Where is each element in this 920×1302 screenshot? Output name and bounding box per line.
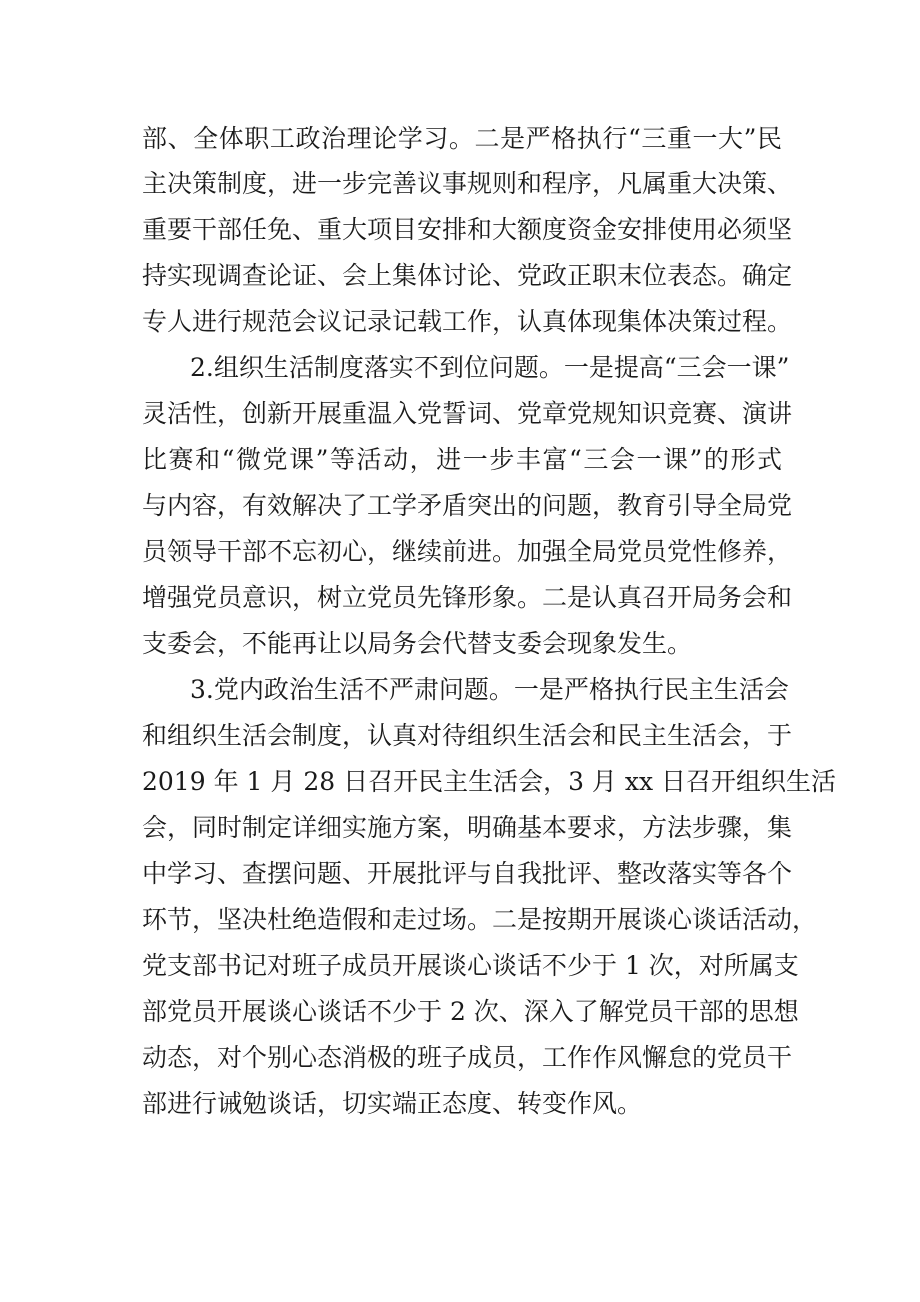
- paragraph-start-line: 2.组织生活制度落实不到位问题。一是提高“三会一课”: [190, 353, 790, 382]
- text-line: 2019 年 1 月 28 日召开民主生活会，3 月 xx 日召开组织生活: [142, 767, 837, 796]
- text-line: 部、全体职工政治理论学习。二是严格执行“三重一大”民: [142, 124, 782, 153]
- paragraph-end-line: 支委会，不能再让以局务会代替支委会现象发生。: [142, 629, 693, 658]
- paragraph-end-line: 部进行诫勉谈话，切实端正态度、转变作风。: [142, 1089, 643, 1118]
- paragraph-start-line: 3.党内政治生活不严肃问题。一是严格执行民主生活会: [190, 675, 789, 704]
- text-line: 灵活性，创新开展重温入党誓词、党章党规知识竞赛、演讲: [142, 399, 793, 428]
- text-line: 与内容，有效解决了工学矛盾突出的问题，教育引导全局党: [142, 491, 793, 520]
- text-line: 持实现调查论证、会上集体讨论、党政正职末位表态。确定: [142, 261, 793, 290]
- text-line: 动态，对个别心态消极的班子成员，工作作风懈怠的党员干: [142, 1043, 793, 1072]
- text-line: 主决策制度，进一步完善议事规则和程序，凡属重大决策、: [142, 169, 793, 198]
- text-line: 专人进行规范会议记录记载工作，认真体现集体决策过程。: [142, 307, 793, 336]
- text-line: 环节，坚决杜绝造假和走过场。二是按期开展谈心谈话活动，: [142, 905, 818, 934]
- text-line: 和组织生活会制度，认真对待组织生活会和民主生活会，于: [142, 721, 793, 750]
- text-line: 中学习、查摆问题、开展批评与自我批评、整改落实等各个: [142, 859, 793, 888]
- text-line: 部党员开展谈心谈话不少于 2 次、深入了解党员干部的思想: [142, 997, 799, 1026]
- text-line: 会，同时制定详细实施方案，明确基本要求，方法步骤，集: [142, 813, 793, 842]
- text-line: 比赛和“微党课”等活动，进一步丰富“三会一课”的形式: [142, 445, 782, 474]
- text-line: 员领导干部不忘初心，继续前进。加强全局党员党性修养，: [142, 537, 793, 566]
- text-line: 增强党员意识，树立党员先锋形象。二是认真召开局务会和: [142, 583, 793, 612]
- text-line: 党支部书记对班子成员开展谈心谈话不少于 1 次，对所属支: [142, 951, 799, 980]
- text-line: 重要干部任免、重大项目安排和大额度资金安排使用必须坚: [142, 215, 793, 244]
